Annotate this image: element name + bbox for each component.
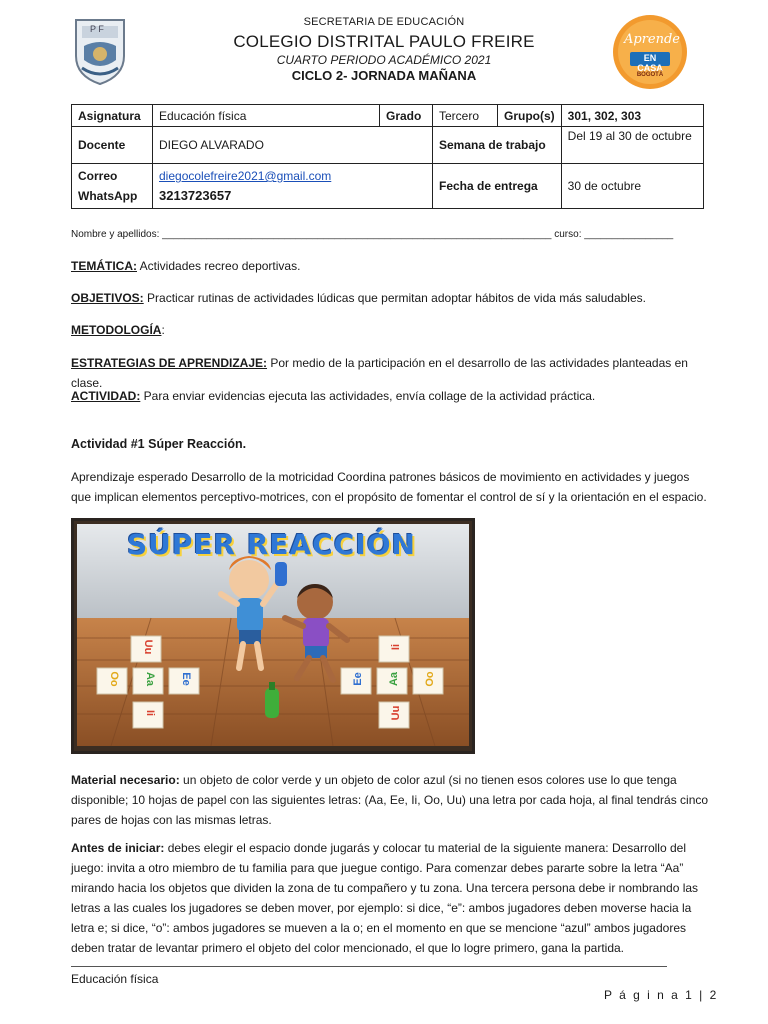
metodologia-line <box>71 320 701 340</box>
objetivos-line <box>71 288 701 308</box>
asignatura-value: Educación física <box>153 105 380 127</box>
card-label: Uu <box>142 639 154 655</box>
whatsapp-number: 3213723657 <box>159 188 232 203</box>
academic-period: CUARTO PERIODO ACADÉMICO 2021 <box>276 53 492 67</box>
shield-initials: P F <box>90 24 104 34</box>
material-paragraph <box>71 770 711 830</box>
tematica-label: TEMÁTICA: <box>71 259 137 273</box>
metodologia-colon: : <box>161 323 165 337</box>
objetivos-text: Practicar rutinas de actividades lúdicas que permitan adoptar hábitos de vida más saludables. <box>143 291 646 305</box>
grado-value: Tercero <box>433 105 498 127</box>
metodologia-label: METODOLOGÍA <box>71 323 162 337</box>
semana-label: Semana de trabajo <box>433 127 562 164</box>
whatsapp-label: WhatsApp <box>78 189 138 203</box>
entrega-label: Fecha de entrega <box>433 164 562 209</box>
correo-label: Correo <box>78 169 118 183</box>
name-course-line: Nombre y apellidos: ______________________________________________________________________ curso: ________________ <box>71 229 674 240</box>
antes-text: debes elegir el espacio donde jugarás y colocar tu material de la siguiente manera: Desarrollo del juego: invita a otro miembro de tu familia para que juegue contigo. Para comenzar debes pararte sobre la letra “Aa” mirando hacia los objetos que dividen la zona de tu compañero y tu zona. Una tercera persona debe ir nombrando las letras a las cuales los jugadores se deben mover, por ejemplo: si dice, “e”: ambos jugadores deben moverse hacia la letra e; si dice, “o”: ambos jugadores se mueven a la o; en el momento en que se mencione “azul” ambos jugadores deben tratar de levantar primero el objeto del color mencionado, el que lo logre primero, gana la partida. <box>71 841 699 955</box>
material-label: Material necesario: <box>71 773 180 787</box>
estrategias-text: Por medio de la participación en el desarrollo de las actividades planteadas en clase. <box>71 356 688 390</box>
card-label: Ee <box>180 672 192 686</box>
badge-aprende: Aprende <box>624 32 681 47</box>
illustration-title: SÚPER REACCIÓN <box>127 528 416 561</box>
antes-paragraph <box>71 838 711 958</box>
actividad-text: Para enviar evidencias ejecuta las actividades, envía collage de la actividad práctica. <box>140 389 596 403</box>
card-label: Aa <box>388 671 400 687</box>
entrega-value: 30 de octubre <box>561 164 703 209</box>
card-label: Ii <box>144 709 156 717</box>
tematica-text: Actividades recreo deportivas. <box>137 259 301 273</box>
asignatura-label: Asignatura <box>72 105 153 127</box>
aprendizaje-paragraph: Aprendizaje esperado Desarrollo de la motricidad Coordina patrones básicos de movimiento en actividades y juegos que implican elementos perceptivo-motrices, con el propósito de fomentar el control de sí y la orientación en el espacio. <box>71 470 707 504</box>
grupos-value: 301, 302, 303 <box>561 105 703 127</box>
objetivos-label: OBJETIVOS: <box>71 291 144 305</box>
course-info-table <box>71 104 704 209</box>
semana-value: Del 19 al 30 de octubre <box>561 127 703 164</box>
green-bottle <box>265 688 279 718</box>
email-link[interactable]: diegocolefreire2021@gmail.com <box>159 169 332 183</box>
docente-label: Docente <box>72 127 153 164</box>
estrategias-label: ESTRATEGIAS DE APRENDIZAJE: <box>71 356 268 370</box>
card-label: Aa <box>144 671 156 687</box>
badge-bogota: BOGOTÁ <box>636 72 664 78</box>
card-label: Oo <box>424 671 436 687</box>
card-label: Ii <box>390 643 402 651</box>
contact-labels <box>72 164 153 209</box>
material-text: un objeto de color verde y un objeto de color azul (si no tienen esos colores use lo que tenga disponible; 10 hojas de papel con las siguientes letras: (Aa, Ee, Ii, Oo, Uu) una letra por cada hoja, al final tendrás cinco pares de hojas con las mismas letras. <box>71 773 709 827</box>
card-label: Oo <box>108 671 120 687</box>
actividad-label: ACTIVIDAD: <box>71 389 141 403</box>
badge-en-casa: EN CASA <box>637 53 663 73</box>
actividad-line <box>71 386 701 406</box>
contact-values <box>153 164 433 209</box>
school-name: COLEGIO DISTRITAL PAULO FREIRE <box>233 32 535 51</box>
docente-value: DIEGO ALVARADO <box>153 127 433 164</box>
antes-label: Antes de iniciar: <box>71 841 165 855</box>
card-label: Ee <box>352 672 364 686</box>
page-number: P á g i n a 1 | 2 <box>604 988 719 1002</box>
cycle-shift: CICLO 2- JORNADA MAÑANA <box>291 68 477 83</box>
footer-divider <box>71 966 667 967</box>
footer-subject: Educación física <box>71 972 159 986</box>
secretaria-heading: SECRETARIA DE EDUCACIÓN <box>303 16 465 28</box>
super-reaccion-illustration <box>71 518 475 754</box>
card-label: Uu <box>390 705 402 721</box>
grado-label: Grado <box>380 105 433 127</box>
grupos-label: Grupo(s) <box>498 105 562 127</box>
tematica-line <box>71 256 701 276</box>
activity-title: Actividad #1 Súper Reacción. <box>71 437 247 451</box>
